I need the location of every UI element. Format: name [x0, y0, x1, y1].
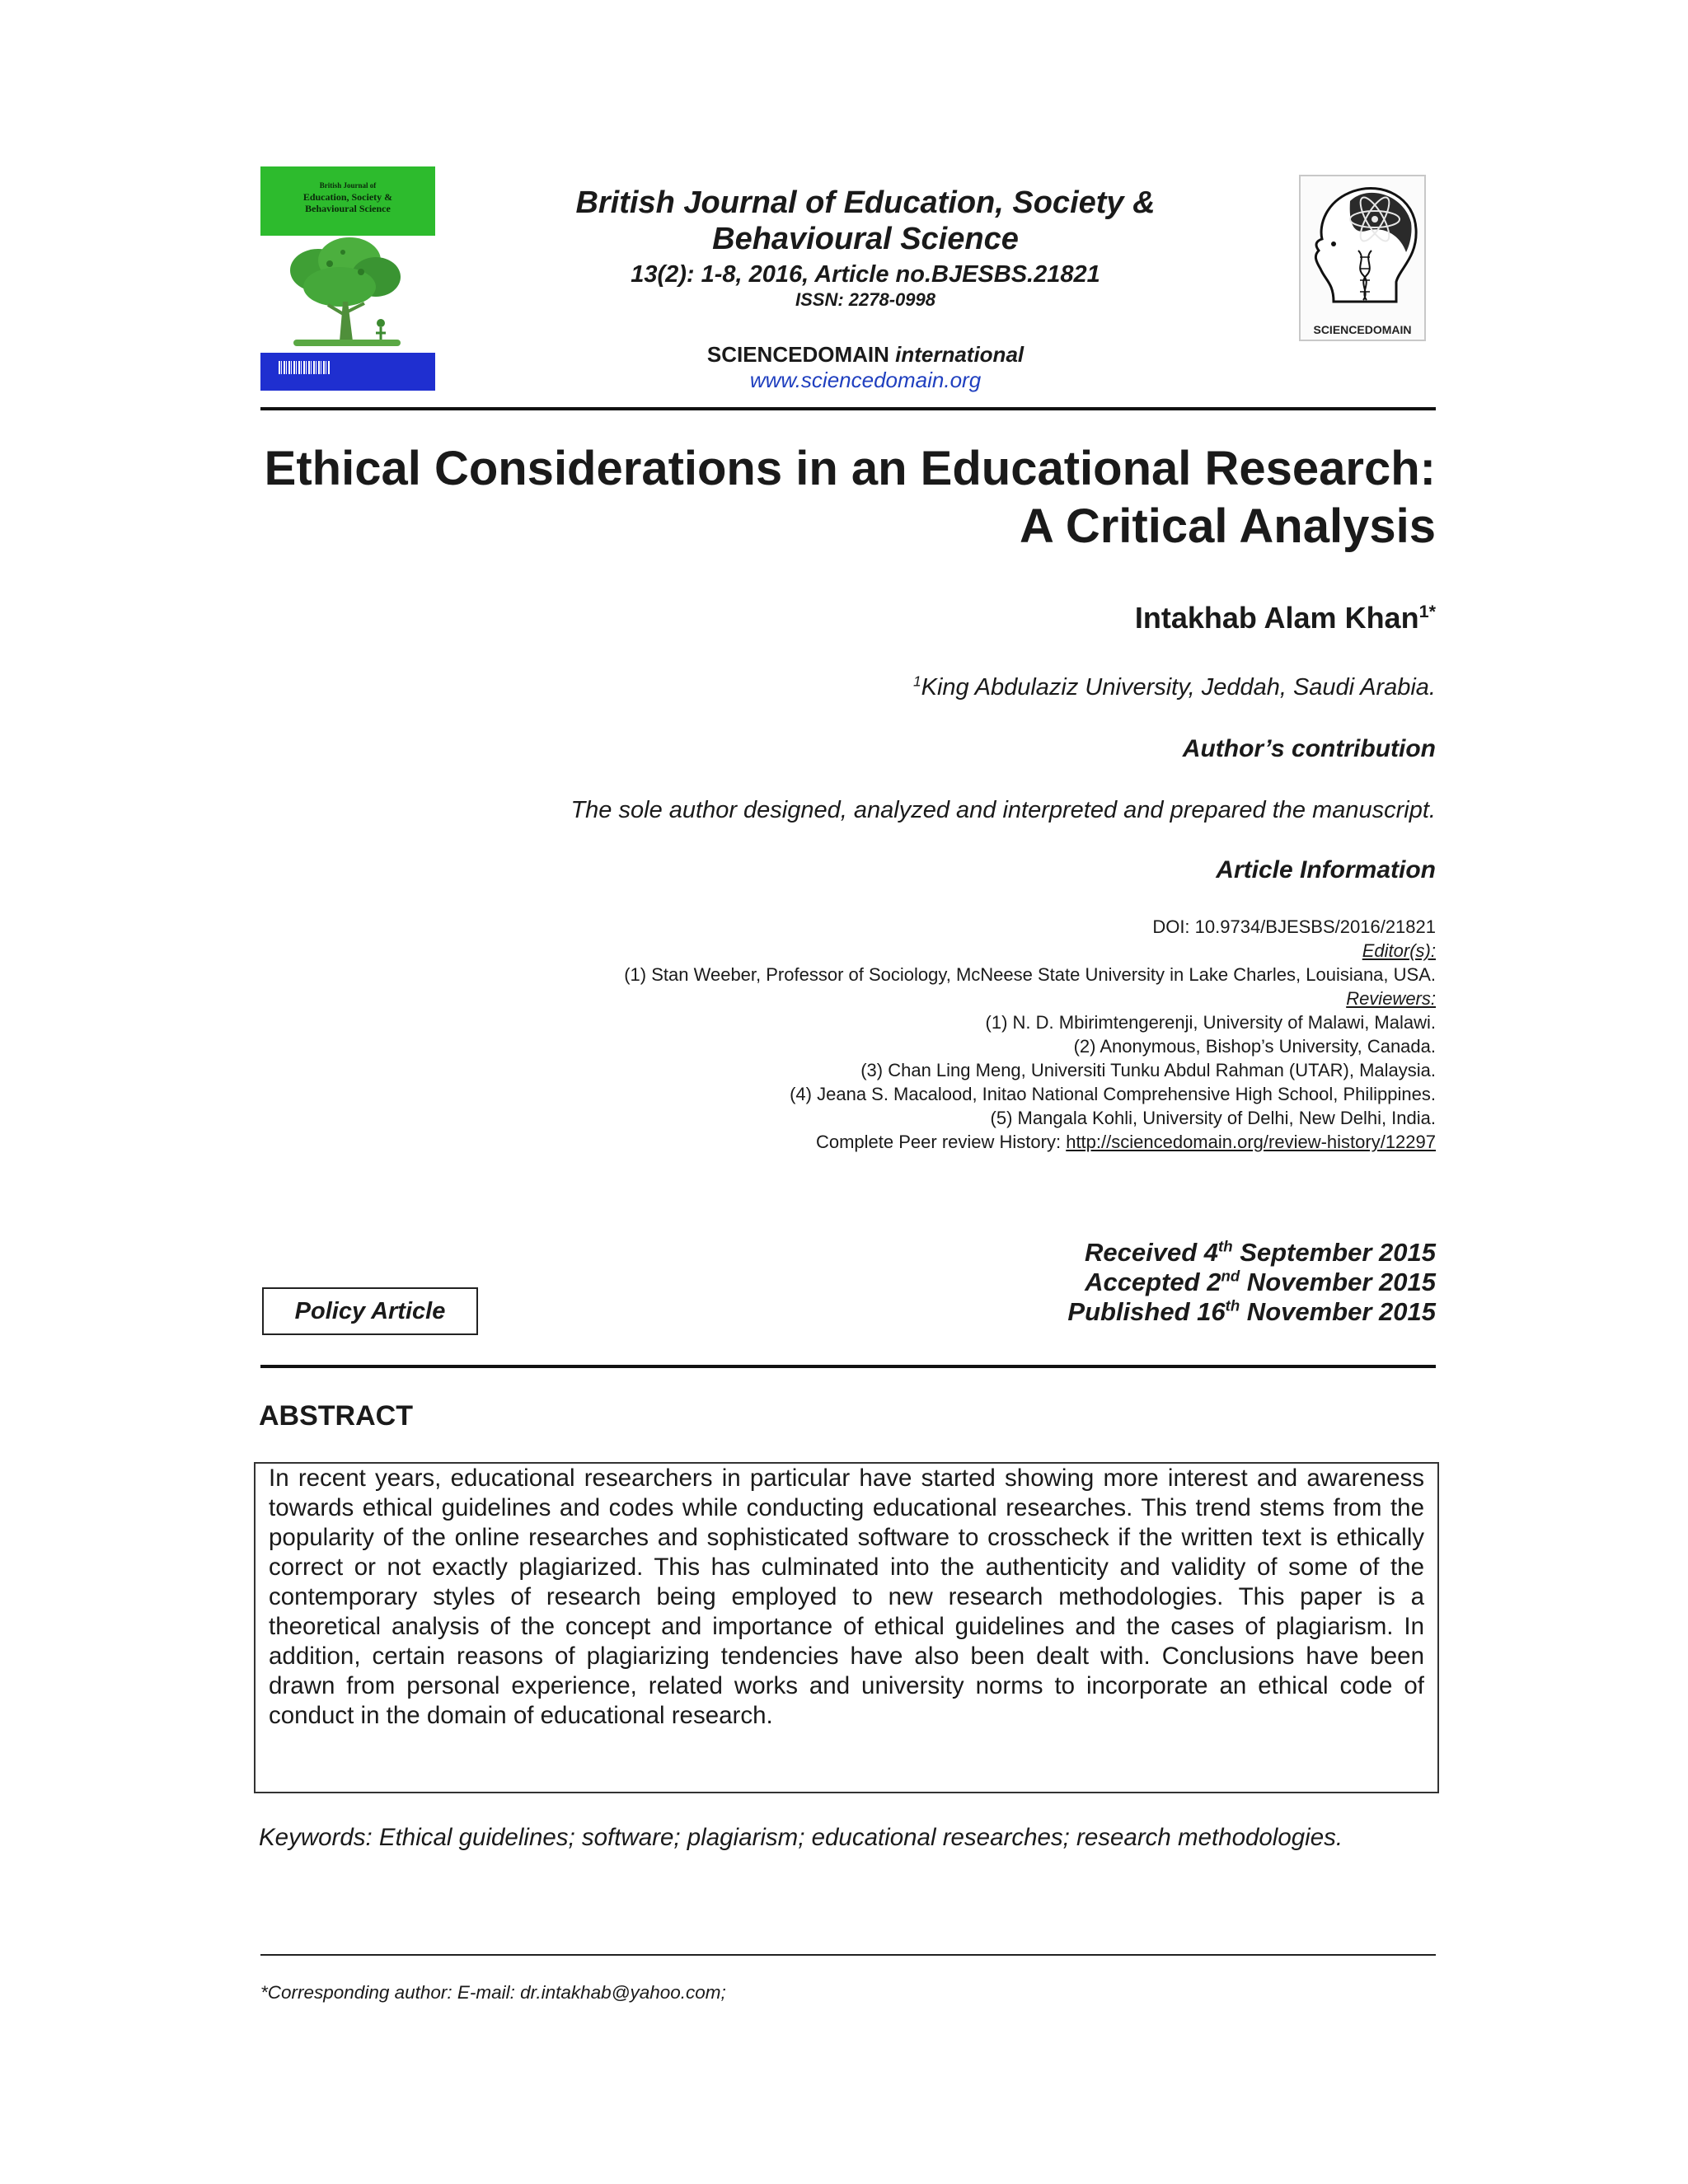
accepted-date	[1085, 1268, 1436, 1296]
article-title-line-2: A Critical Analysis	[1019, 499, 1436, 553]
author-superscript: 1*	[1418, 601, 1436, 621]
doi: DOI: 10.9734/BJESBS/2016/21821	[1152, 916, 1436, 937]
received-date-month: September 2015	[1232, 1238, 1436, 1267]
received-date-text: Received 4	[1085, 1238, 1219, 1267]
accepted-date-month: November 2015	[1240, 1268, 1436, 1296]
header-divider	[260, 407, 1436, 410]
head-atom-icon	[1301, 176, 1424, 316]
reviewers-label: Reviewers:	[1346, 988, 1436, 1009]
affiliation-text: King Abdulaziz University, Jeddah, Saudi Arabia.	[921, 674, 1436, 701]
accepted-date-sup: nd	[1221, 1267, 1240, 1285]
publisher-name	[495, 341, 1236, 368]
journal-title-line-2: Behavioural Science	[712, 222, 1019, 256]
author-name	[260, 600, 1436, 636]
article-title	[260, 440, 1436, 555]
logo-label: SCIENCEDOMAIN	[1313, 323, 1412, 336]
author-affiliation	[260, 673, 1436, 702]
contribution-text: The sole author designed, analyzed and interpreted and prepared the manuscript.	[570, 797, 1436, 823]
reviewer-item: (2) Anonymous, Bishop’s University, Canada.	[1073, 1036, 1436, 1057]
cover-tree-illustration	[260, 236, 435, 353]
reviewer-item: (4) Jeana S. Macalood, Initao National Comprehensive High School, Philippines.	[790, 1084, 1436, 1104]
barcode-icon	[279, 361, 330, 374]
received-date-sup: th	[1218, 1237, 1233, 1255]
journal-cover-image	[260, 166, 435, 391]
author-name-text: Intakhab Alam Khan	[1134, 601, 1419, 635]
front-matter-divider	[260, 1365, 1436, 1368]
published-date-sup: th	[1225, 1296, 1240, 1315]
article-title-line-1: Ethical Considerations in an Educational Research:	[264, 442, 1436, 495]
cover-title-main: Education, Society &	[302, 191, 393, 203]
editor-item: (1) Stan Weeber, Professor of Sociology, McNeese State University in Lake Charles, Louisiana, USA.	[624, 964, 1436, 985]
reviewer-item: (3) Chan Ling Meng, Universiti Tunku Abdul Rahman (UTAR), Malaysia.	[860, 1060, 1436, 1080]
footnote-divider	[260, 1954, 1436, 1956]
keywords: Keywords: Ethical guidelines; software; plagiarism; educational researches; research methodologies.	[259, 1824, 1343, 1851]
article-type-badge: Policy Article	[262, 1287, 478, 1335]
cover-bottom-band	[260, 353, 435, 391]
affiliation-superscript: 1	[912, 673, 921, 690]
article-information-heading: Article Information	[1216, 856, 1436, 883]
review-history-link[interactable]: http://sciencedomain.org/review-history/12297	[1066, 1132, 1436, 1152]
publisher-name-suffix: international	[895, 342, 1025, 367]
contribution-heading: Author’s contribution	[1182, 735, 1436, 762]
tree-icon	[260, 236, 435, 353]
reviewer-item: (5) Mangala Kohli, University of Delhi, New Delhi, India.	[990, 1108, 1436, 1128]
editors-label: Editor(s):	[1362, 940, 1436, 961]
publisher-url-link[interactable]: www.sciencedomain.org	[749, 368, 982, 392]
published-date-text: Published 16	[1067, 1297, 1226, 1326]
review-history	[260, 1130, 1436, 1154]
abstract-heading: ABSTRACT	[259, 1400, 413, 1432]
cover-title-top: British Journal of	[319, 181, 377, 190]
published-date-month: November 2015	[1240, 1297, 1436, 1326]
cover-title-sub: Behavioural Science	[305, 203, 391, 214]
reviewer-item: (1) N. D. Mbirimtengerenji, University of Malawi, Malawi.	[985, 1012, 1436, 1033]
publication-dates	[907, 1238, 1436, 1327]
journal-volume: 13(2): 1-8, 2016, Article no.BJESBS.21821	[631, 261, 1100, 288]
abstract-box	[254, 1462, 1439, 1793]
journal-title	[495, 185, 1236, 257]
journal-title-line-1: British Journal of Education, Society &	[575, 185, 1156, 220]
journal-header	[495, 185, 1236, 392]
sciencedomain-logo	[1299, 175, 1426, 341]
publisher-name-main: SCIENCEDOMAIN	[706, 342, 889, 367]
accepted-date-text: Accepted 2	[1085, 1268, 1221, 1296]
published-date	[1067, 1297, 1436, 1326]
corresponding-author-footnote: *Corresponding author: E-mail: dr.intakhab@yahoo.com;	[260, 1982, 726, 2003]
received-date	[1085, 1238, 1436, 1267]
cover-publisher-mark	[361, 366, 410, 377]
abstract-text: In recent years, educational researchers in particular have started showing more interest and awareness towards ethical guidelines and codes while conducting educational researches. This trend stems from the popularity of the online researches and sophisticated software to crosscheck if the written text is ethically correct or not exactly plagiarized. This has culminated into the authenticity and validity of some of the contemporary styles of research being employed to new research methodologies. This paper is a theoretical analysis of the concept and importance of ethical guidelines and the cases of plagiarism. In addition, certain reasons of plagiarizing tendencies have also been dealt with. Conclusions have been drawn from personal experience, related works and university norms to incorporate an ethical code of conduct in the domain of educational research.	[269, 1465, 1424, 1729]
review-history-label: Complete Peer review History:	[815, 1132, 1067, 1152]
article-information-list	[260, 915, 1436, 1154]
journal-issn: ISSN: 2278-0998	[795, 289, 935, 310]
cover-title	[260, 180, 435, 214]
